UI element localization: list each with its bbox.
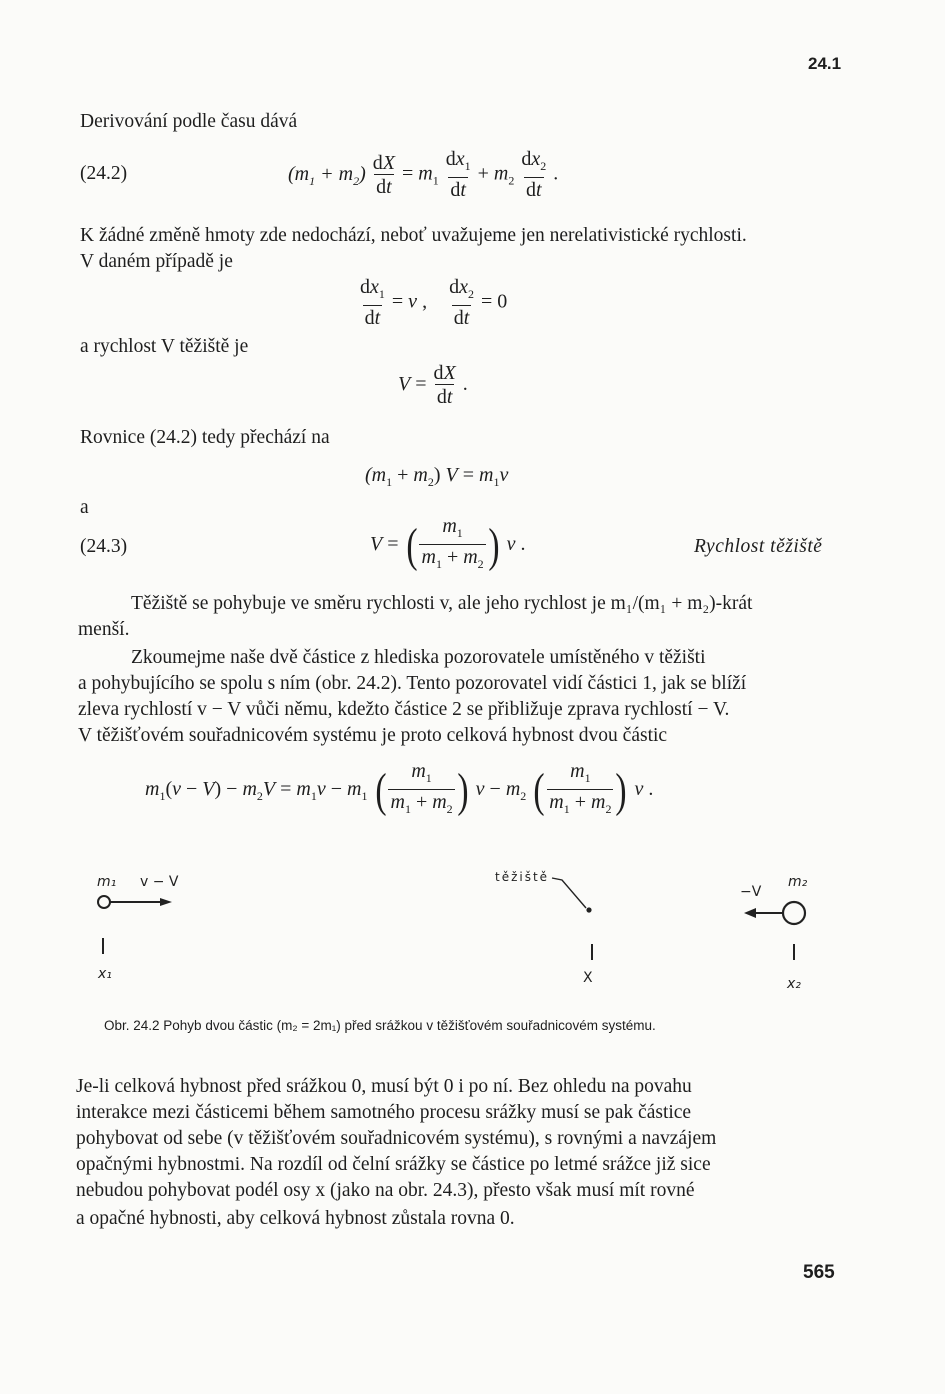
- text-no-mass-change-1: K žádné změně hmoty zde nedochází, neboť uvažujeme jen nerelativistické rychlosti.: [80, 225, 747, 246]
- particle-2-arrow-icon: [738, 894, 818, 934]
- text-velocity-intro: a rychlost V těžiště je: [80, 336, 249, 357]
- label-m2: m₂: [788, 874, 808, 890]
- text-final-3: pohybovat od sebe (v těžišťovém souřadnicovém systému), s rovnými a navzájem: [76, 1128, 717, 1149]
- marker-X: [591, 944, 593, 960]
- text-observer-2: a pohybujícího se spolu s ním (obr. 24.2). Tento pozorovatel vidí částici 1, jak se blíží: [78, 673, 747, 694]
- text-observer-3: zleva rychlostí v − V vůči němu, kdežto částice 2 se přibližuje zprava rychlostí − V.: [78, 699, 730, 720]
- label-x1: x₁: [98, 966, 112, 982]
- equation-total-momentum: $m_1(v - V) - m_2V = m_1v - m_1$ ( $\frac{m_1}{m_1 + m_2}$ ) $v - m_2$ ( $\frac{m_1}{m_1 + m_2}$ ) v .: [145, 760, 653, 821]
- text-observer-4: V těžišťovém souřadnicovém systému je proto celková hybnost dvou částic: [78, 725, 668, 746]
- label-X: X: [583, 970, 593, 986]
- text-final-4: opačnými hybnostmi. Na rozdíl od čelní srážky se částice po letmé srážce již sice: [76, 1154, 711, 1175]
- label-teziste: těžiště: [495, 870, 550, 884]
- section-number: 24.1: [808, 54, 842, 73]
- equation-momentum: $(m_1 + m_2) V = m_1v$: [365, 464, 509, 489]
- marker-x2: [793, 944, 795, 960]
- marker-x1: [102, 938, 104, 954]
- text-final-6: a opačné hybnosti, aby celková hybnost zůstala rovna 0.: [76, 1208, 515, 1229]
- eq-24-2-label: (24.2): [80, 163, 128, 184]
- label-minus-V: −V: [740, 884, 762, 900]
- label-m1: m₁: [97, 874, 117, 890]
- eq-24-3-name: Rychlost těžiště: [694, 536, 823, 557]
- page-number: 565: [803, 1262, 835, 1283]
- intro-text: Derivování podle času dává: [80, 111, 298, 132]
- equation-V-definition: V = $\frac{dX}{dt}$ .: [398, 362, 468, 408]
- text-cm-moves-2: menší.: [78, 619, 130, 640]
- figure-24-2: [0, 860, 945, 1010]
- figure-caption: Obr. 24.2 Pohyb dvou částic (m₂ = 2m₁) před srážkou v těžišťovém souřadnicovém systému.: [104, 1018, 656, 1033]
- eq-24-3-label: (24.3): [80, 536, 128, 557]
- text-observer-1: Zkoumejme naše dvě částice z hlediska pozorovatele umístěného v těžišti: [131, 647, 706, 668]
- equation-24-2: $(m_1 + m_2)$ $\frac{dX}{dt}$ = $m_1$ $\frac{dx_1}{dt}$ + $m_2$ $\frac{dx_2}{dt}$ .: [288, 148, 559, 201]
- text-eq-becomes: Rovnice (24.2) tedy přechází na: [80, 427, 330, 448]
- text-and: a: [80, 497, 89, 518]
- label-x2: x₂: [787, 976, 801, 992]
- equation-velocities: $\frac{dx_1}{dt}$ = v , $\frac{dx_2}{dt}$ = 0: [360, 276, 508, 329]
- text-final-1: Je-li celková hybnost před srážkou 0, musí být 0 i po ní. Bez ohledu na povahu: [76, 1076, 692, 1097]
- text-final-5: nebudou pohybovat podél osy x (jako na obr. 24.3), přesto však musí mít rovné: [76, 1180, 695, 1201]
- center-of-mass-pointer-icon: [548, 874, 598, 918]
- equation-24-3: V = ( $\frac{m_1}{m_1 + m_2}$ ) v .: [370, 515, 526, 576]
- text-cm-moves-1: Těžiště se pohybuje ve směru rychlosti v, ale jeho rychlost je m₁/(m₁ + m₂)-krát: [131, 593, 753, 614]
- text-final-2: interakce mezi částicemi během samotného procesu srážky musí se pak částice: [76, 1102, 692, 1123]
- text-no-mass-change-2: V daném případě je: [80, 251, 233, 272]
- particle-1-arrow-icon: [90, 888, 190, 918]
- label-v-minus-V: v − V: [140, 874, 179, 890]
